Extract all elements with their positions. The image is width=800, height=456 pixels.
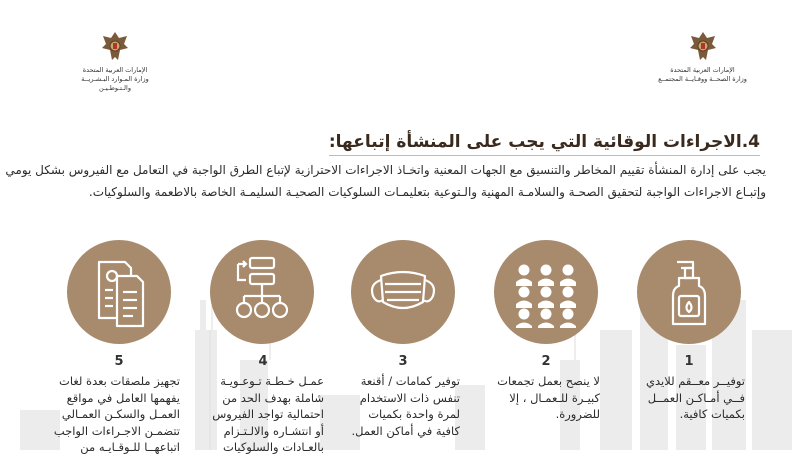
intro-paragraph-line-2: وإتبـاع الاجراءات الواجبة لتحقيق الصحـة والسلامـة المهنية والـتوعية بتعليمـات السلوكيات الصحيـة السليمـة الخاصة بالاطعمة والسلوكيات. [88,185,766,199]
measure-3-text: توفير كمامات / أقنعة تنفس ذات الاستخدام لمرة واحدة بكميات كافية في أماكن العمل. [351,374,460,438]
measure-3-number: 3 [398,354,408,369]
ministry-health-logo [655,30,750,84]
measure-1-number: 1 [684,354,694,369]
section-heading: 4.الاجراءات الوقائية التي يجب على المنشأة إتباعها: [329,132,760,156]
face-mask-icon [351,240,455,344]
measure-4-number: 4 [258,354,268,369]
measure-2-circle [494,240,598,344]
uae-emblem-icon [688,30,718,64]
crowd-icon [494,240,598,344]
measure-4-text: عمـل خـطـة تـوعـويـة شاملة بهدف الحد من احتمالية تواجد الفيروس أو انتشـاره والالـتـزام بالعـادات والسلوكيات [212,374,324,454]
hand-sanitizer-icon [637,240,741,344]
logo-line-1: الإمارات العربية المتحدة [670,66,735,74]
ministry-hr-logo [70,30,160,93]
documents-icon [67,240,171,344]
logo-line-2: وزارة المـوارد البـشـريــة [81,75,149,83]
measure-1-circle [637,240,741,344]
measure-2-text: لا ينصح بعمل تجمعات كبيـرة للـعمـال ، إلا للضرورة. [497,374,600,421]
measure-1-text: توفيــر معــقم للايدي فــي أمـاكـن العمــل بكميات كافية. [645,374,745,421]
measure-5-number: 5 [114,354,124,369]
measure-2-number: 2 [541,354,551,369]
uae-emblem-icon [100,30,130,64]
intro-paragraph-line-1: يجب على إدارة المنشأة تقييم المخاطر والتنسيق مع الجهات المعنية واتخـاذ الاجراءات الاحترازية لإتباع الطرق الواجبة في التعامل مع الفيروس بشكل يومي [5,163,766,177]
flowchart-icon [210,240,314,344]
logo-line-3: والـتـوطـيـن [99,84,131,92]
measure-5-text: تجهيز ملصقات بعدة لغات يفهمها العامل في مواقع العمـل والسكـن العمـالي تتضمـن الاجـراءات الواجب اتباعهــا للـوقـايـه من [53,374,180,454]
measure-5-circle [67,240,171,344]
logo-line-1: الإمارات العربية المتحدة [82,66,148,74]
measure-4-circle [210,240,314,344]
logo-line-2: وزارة الصحــة ووقـايــة المجتمــع [658,75,747,83]
measure-3-circle [351,240,455,344]
